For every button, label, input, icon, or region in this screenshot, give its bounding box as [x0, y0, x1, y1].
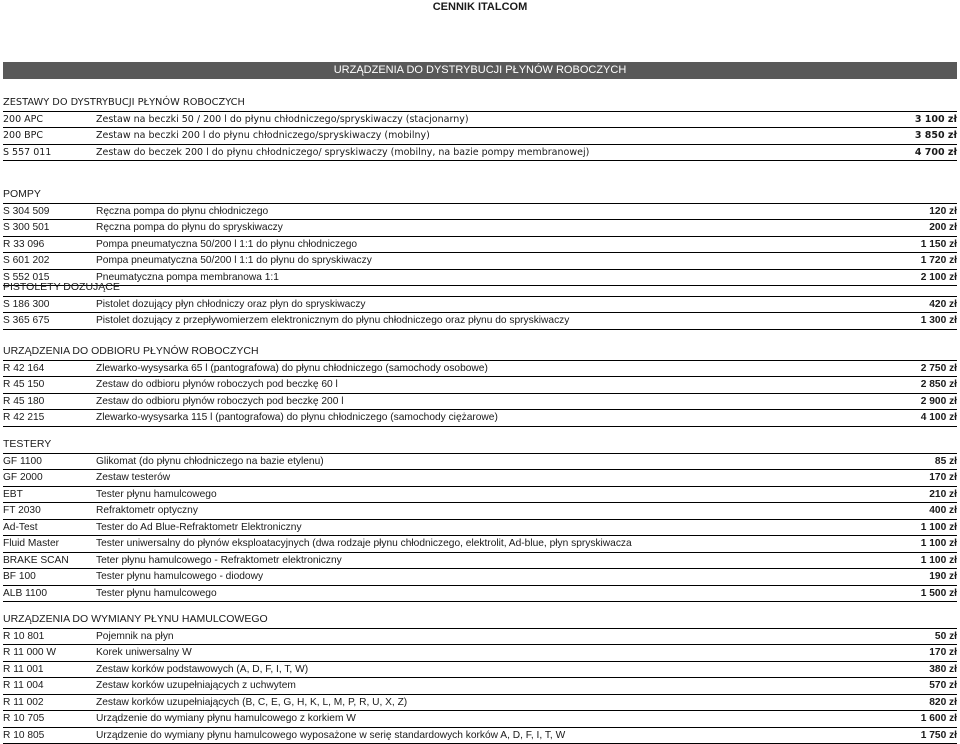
section-heading: ZESTAWY DO DYSTRYBUCJI PŁYNÓW ROBOCZYCH	[3, 95, 957, 112]
price-row	[3, 377, 957, 394]
section-heading: TESTERY	[3, 437, 957, 454]
product-code: S 601 202	[3, 253, 95, 269]
product-code: S 365 675	[3, 313, 95, 329]
section-heading: PISTOLETY DOZUJĄCE	[3, 280, 957, 297]
product-code: GF 1100	[3, 454, 95, 470]
product-price: 2 850 zł	[921, 377, 957, 393]
product-price: 1 100 zł	[921, 536, 957, 552]
price-row	[3, 470, 957, 487]
product-price: 120 zł	[929, 204, 957, 220]
price-row	[3, 728, 957, 744]
product-price: 4 100 zł	[921, 410, 957, 426]
product-price: 1 150 zł	[921, 237, 957, 253]
product-description: Urządzenie do wymiany płynu hamulcowego z korkiem W	[96, 711, 356, 727]
product-code: 200 APC	[3, 112, 95, 128]
price-row	[3, 297, 957, 314]
product-code: R 45 150	[3, 377, 95, 393]
product-code: S 557 011	[3, 145, 95, 161]
section-1	[3, 187, 957, 286]
product-price: 4 700 zł	[915, 145, 957, 161]
product-description: Ręczna pompa do płynu chłodniczego	[96, 204, 268, 220]
product-price: 170 zł	[929, 645, 957, 661]
product-price: 400 zł	[929, 503, 957, 519]
product-price: 1 600 zł	[921, 711, 957, 727]
product-code: R 45 180	[3, 394, 95, 410]
product-price: 570 zł	[929, 678, 957, 694]
product-price: 170 zł	[929, 470, 957, 486]
price-row	[3, 536, 957, 553]
document-title: CENNIK ITALCOM	[0, 0, 960, 14]
product-description: Zlewarko-wysysarka 115 l (pantografowa) do płynu chłodniczego (samochody ciężarowe)	[96, 410, 498, 426]
product-price: 2 750 zł	[921, 361, 957, 377]
price-row	[3, 487, 957, 504]
section-3	[3, 344, 957, 427]
price-row	[3, 313, 957, 330]
product-code: R 42 215	[3, 410, 95, 426]
product-code: BRAKE SCAN	[3, 553, 95, 569]
product-description: Teter płynu hamulcowego - Refraktometr elektroniczny	[96, 553, 342, 569]
product-price: 380 zł	[929, 662, 957, 678]
product-price: 1 500 zł	[921, 586, 957, 602]
product-code: R 11 000 W	[3, 645, 95, 661]
product-code: GF 2000	[3, 470, 95, 486]
product-code: Fluid Master	[3, 536, 95, 552]
product-description: Pistolet dozujący z przepływomierzem elektronicznym do płynu chłodniczego oraz płynu do spryskiwaczy	[96, 313, 569, 329]
product-code: S 552 015	[3, 270, 95, 286]
price-row	[3, 503, 957, 520]
section-4	[3, 437, 957, 602]
section-0	[3, 95, 957, 161]
product-description: Pompa pneumatyczna 50/200 l 1:1 do płynu do spryskiwaczy	[96, 253, 372, 269]
product-description: Pompa pneumatyczna 50/200 l 1:1 do płynu chłodniczego	[96, 237, 357, 253]
product-code: S 304 509	[3, 204, 95, 220]
product-code: Ad-Test	[3, 520, 95, 536]
product-code: R 33 096	[3, 237, 95, 253]
price-row	[3, 569, 957, 586]
price-row	[3, 520, 957, 537]
price-row	[3, 394, 957, 411]
product-description: Tester płynu hamulcowego	[96, 487, 217, 503]
product-price: 3 100 zł	[915, 112, 957, 128]
product-description: Urządzenie do wymiany płynu hamulcowego wyposażone w serię standardowych korków A, D, F, I, T, W	[96, 728, 565, 744]
price-row	[3, 220, 957, 237]
section-5	[3, 612, 957, 744]
price-row	[3, 253, 957, 270]
product-description: Tester uniwersalny do płynów eksploatacyjnych (dwa rodzaje płynu chłodniczego, elektrolit, Ad-blue, płyn spryskiwacza	[96, 536, 632, 552]
product-description: Pistolet dozujący płyn chłodniczy oraz płyn do spryskiwaczy	[96, 297, 366, 313]
product-code: EBT	[3, 487, 95, 503]
price-row	[3, 553, 957, 570]
product-code: R 11 004	[3, 678, 95, 694]
product-description: Glikomat (do płynu chłodniczego na bazie etylenu)	[96, 454, 324, 470]
product-code: ALB 1100	[3, 586, 95, 602]
price-row	[3, 695, 957, 712]
product-code: R 10 705	[3, 711, 95, 727]
product-description: Pojemnik na płyn	[96, 629, 174, 645]
product-code: R 11 002	[3, 695, 95, 711]
product-code: R 42 164	[3, 361, 95, 377]
price-row	[3, 454, 957, 471]
product-description: Tester do Ad Blue-Refraktometr Elektroniczny	[96, 520, 302, 536]
product-description: Ręczna pompa do płynu do spryskiwaczy	[96, 220, 283, 236]
product-price: 2 100 zł	[921, 270, 957, 286]
price-row	[3, 410, 957, 427]
price-row	[3, 204, 957, 221]
product-price: 420 zł	[929, 297, 957, 313]
product-description: Zestaw do beczek 200 l do płynu chłodniczego/ spryskiwaczy (mobilny, na bazie pompy membranowej)	[96, 145, 589, 161]
price-row	[3, 662, 957, 679]
product-code: R 10 805	[3, 728, 95, 744]
product-price: 210 zł	[929, 487, 957, 503]
product-code: S 186 300	[3, 297, 95, 313]
product-description: Pneumatyczna pompa membranowa 1:1	[96, 270, 279, 286]
price-row	[3, 629, 957, 646]
product-price: 3 850 zł	[915, 128, 957, 144]
section-heading: URZĄDZENIA DO WYMIANY PŁYNU HAMULCOWEGO	[3, 612, 957, 629]
product-description: Zestaw do odbioru płynów roboczych pod beczkę 200 l	[96, 394, 343, 410]
product-price: 820 zł	[929, 695, 957, 711]
product-description: Zestaw testerów	[96, 470, 170, 486]
product-description: Zestaw do odbioru płynów roboczych pod beczkę 60 l	[96, 377, 338, 393]
product-code: BF 100	[3, 569, 95, 585]
product-code: FT 2030	[3, 503, 95, 519]
product-description: Zestaw korków podstawowych (A, D, F, I, T, W)	[96, 662, 308, 678]
price-row	[3, 237, 957, 254]
section-heading: POMPY	[3, 187, 957, 204]
product-price: 85 zł	[935, 454, 957, 470]
product-description: Tester płynu hamulcowego - diodowy	[96, 569, 263, 585]
price-row	[3, 586, 957, 603]
section-2	[3, 280, 957, 330]
product-description: Zlewarko-wysysarka 65 l (pantografowa) do płynu chłodniczego (samochody osobowe)	[96, 361, 488, 377]
product-description: Zestaw korków uzupełniających (B, C, E, G, H, K, L, M, P, R, U, X, Z)	[96, 695, 407, 711]
price-row	[3, 711, 957, 728]
product-price: 1 100 zł	[921, 553, 957, 569]
product-price: 1 300 zł	[921, 313, 957, 329]
product-code: R 10 801	[3, 629, 95, 645]
price-row	[3, 128, 957, 145]
price-row	[3, 678, 957, 695]
product-description: Korek uniwersalny W	[96, 645, 192, 661]
price-row	[3, 112, 957, 129]
product-price: 1 750 zł	[921, 728, 957, 744]
product-description: Tester płynu hamulcowego	[96, 586, 217, 602]
price-row	[3, 361, 957, 378]
product-price: 190 zł	[929, 569, 957, 585]
product-price: 1 720 zł	[921, 253, 957, 269]
product-code: 200 BPC	[3, 128, 95, 144]
product-code: R 11 001	[3, 662, 95, 678]
price-row	[3, 145, 957, 162]
product-description: Zestaw na beczki 50 / 200 l do płynu chłodniczego/spryskiwaczy (stacjonarny)	[96, 112, 469, 128]
product-code: S 300 501	[3, 220, 95, 236]
category-banner: URZĄDZENIA DO DYSTRYBUCJI PŁYNÓW ROBOCZYCH	[3, 62, 957, 79]
product-description: Refraktometr optyczny	[96, 503, 198, 519]
section-heading: URZĄDZENIA DO ODBIORU PŁYNÓW ROBOCZYCH	[3, 344, 957, 361]
product-price: 50 zł	[935, 629, 957, 645]
product-price: 2 900 zł	[921, 394, 957, 410]
product-price: 200 zł	[929, 220, 957, 236]
product-description: Zestaw korków uzupełniających z uchwytem	[96, 678, 296, 694]
price-row	[3, 645, 957, 662]
product-description: Zestaw na beczki 200 l do płynu chłodniczego/spryskiwaczy (mobilny)	[96, 128, 430, 144]
product-price: 1 100 zł	[921, 520, 957, 536]
